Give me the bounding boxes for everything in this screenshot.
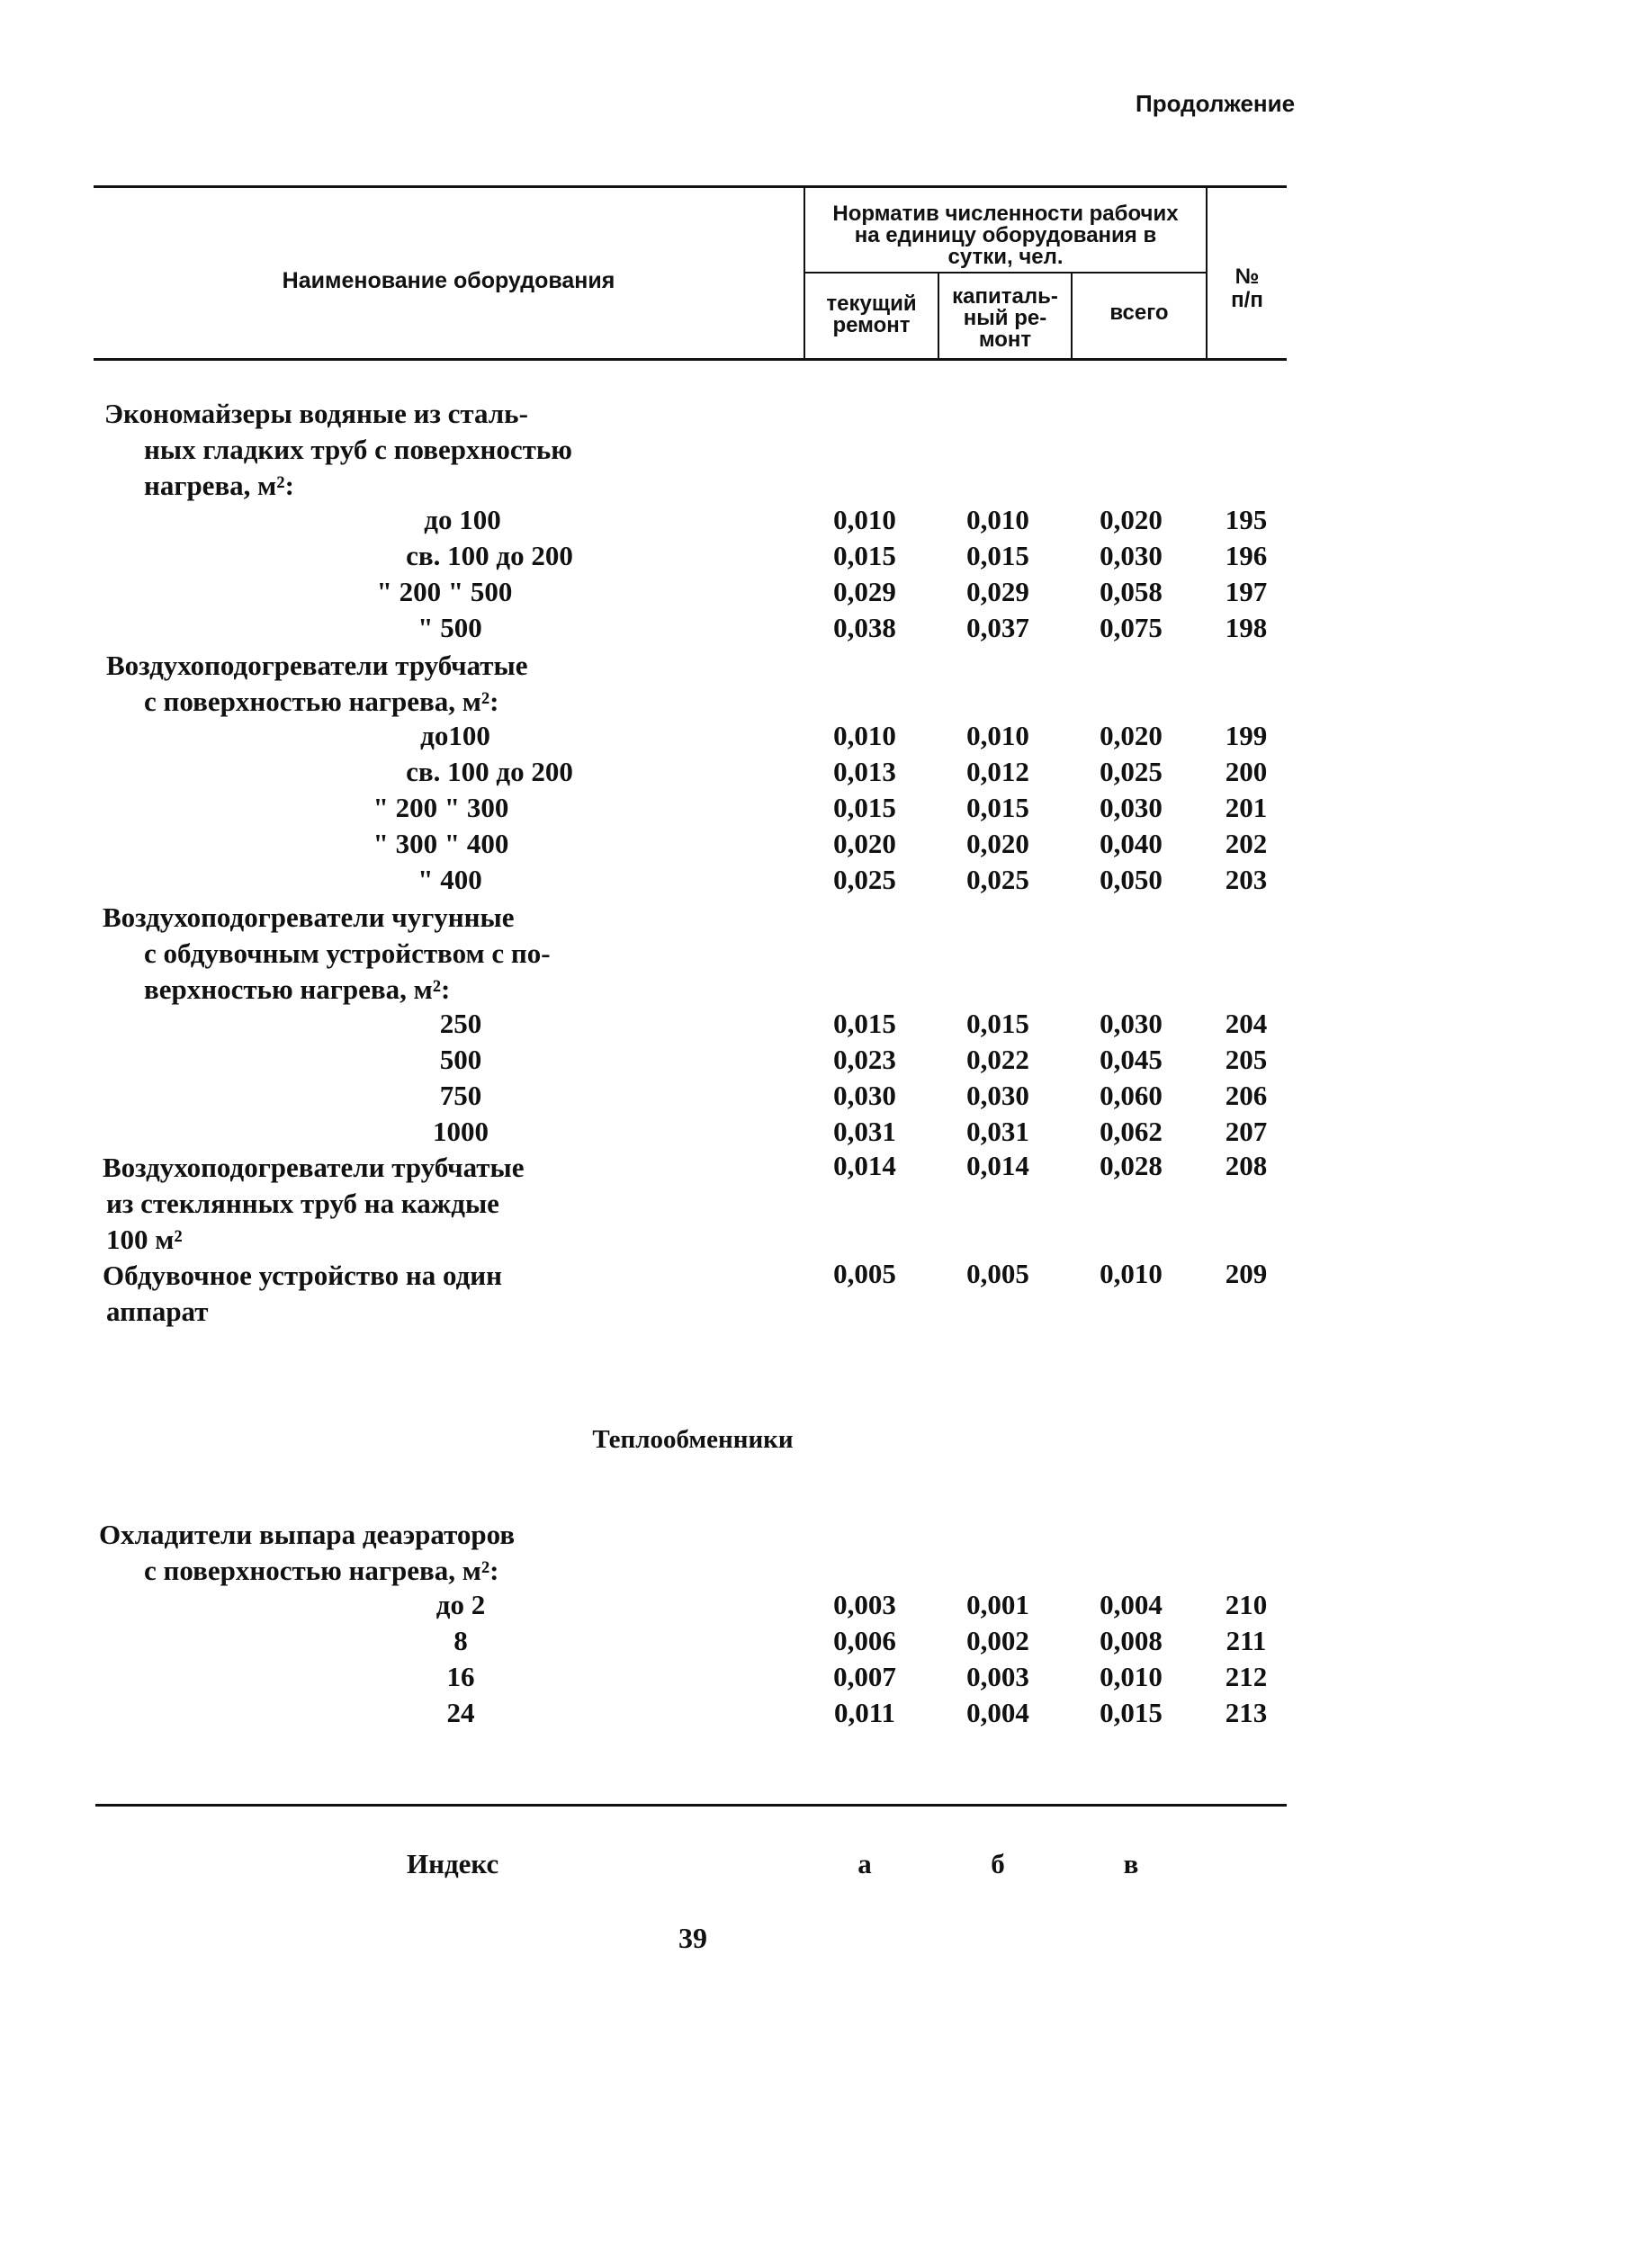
row-label: до 2 xyxy=(435,1589,486,1620)
cell-number: 201 xyxy=(1225,792,1268,823)
cell-capital-repair: 0,005 xyxy=(966,1258,1029,1289)
group-title: нагрева, м²: xyxy=(144,470,294,501)
cell-current-repair: 0,006 xyxy=(833,1625,896,1656)
cell-capital-repair: 0,003 xyxy=(966,1661,1029,1692)
cell-number: 211 xyxy=(1226,1625,1267,1656)
cell-capital-repair: 0,020 xyxy=(966,828,1029,859)
cell-capital-repair: 0,014 xyxy=(966,1150,1029,1181)
row-label: 24 xyxy=(446,1697,475,1728)
group-title: Воздухоподогреватели трубчатые xyxy=(106,650,528,681)
cell-capital-repair: 0,002 xyxy=(966,1625,1029,1656)
cell-number: 208 xyxy=(1225,1150,1268,1181)
cell-total: 0,004 xyxy=(1100,1589,1163,1620)
cell-capital-repair: 0,031 xyxy=(966,1116,1029,1147)
cell-number: 197 xyxy=(1225,576,1268,607)
cell-capital-repair: 0,015 xyxy=(966,540,1029,571)
cell-current-repair: 0,010 xyxy=(833,720,896,751)
cell-number: 212 xyxy=(1225,1661,1268,1692)
group-title: Экономайзеры водяные из сталь- xyxy=(104,398,528,429)
continuation-label: Продолжение xyxy=(1136,90,1296,117)
group-title: Воздухоподогреватели трубчатые xyxy=(103,1152,525,1183)
group-title: Охладители выпара деаэраторов xyxy=(99,1519,516,1550)
row-label: 750 xyxy=(439,1080,482,1111)
group-title: 100 м² xyxy=(106,1224,183,1255)
cell-total: 0,060 xyxy=(1100,1080,1163,1111)
group-title: Обдувочное устройство на один xyxy=(103,1260,503,1291)
cell-current-repair: 0,014 xyxy=(833,1150,896,1181)
cell-total: 0,050 xyxy=(1100,864,1163,895)
cell-total: 0,025 xyxy=(1100,756,1163,787)
header-capital-repair-1: капиталь- xyxy=(952,284,1058,309)
table-bottom-rule xyxy=(95,1804,1287,1807)
group-title: ных гладких труб с поверхностью xyxy=(144,434,572,465)
cell-number: 199 xyxy=(1225,720,1268,751)
header-current-repair-2: ремонт xyxy=(832,313,911,337)
row-label: 250 xyxy=(439,1008,482,1039)
header-current-repair-1: текущий xyxy=(826,291,917,316)
cell-current-repair: 0,038 xyxy=(833,612,896,643)
cell-current-repair: 0,015 xyxy=(833,540,896,571)
cell-current-repair: 0,005 xyxy=(833,1258,896,1289)
table-top-rule xyxy=(94,185,1287,188)
cell-capital-repair: 0,015 xyxy=(966,1008,1029,1039)
cell-number: 203 xyxy=(1225,864,1268,895)
group-title: аппарат xyxy=(106,1296,209,1327)
cell-current-repair: 0,013 xyxy=(833,756,896,787)
header-number-pp: п/п xyxy=(1231,288,1263,312)
row-label: " 200 " 500 xyxy=(376,576,513,607)
cell-total: 0,020 xyxy=(1100,504,1163,535)
cell-number: 209 xyxy=(1225,1258,1268,1289)
row-label: " 500 xyxy=(417,612,482,643)
group-title: с обдувочным устройством с по- xyxy=(144,937,551,969)
cell-total: 0,010 xyxy=(1100,1661,1163,1692)
header-equipment-name: Наименование оборудования xyxy=(282,268,615,293)
cell-number: 196 xyxy=(1225,540,1268,571)
cell-capital-repair: 0,012 xyxy=(966,756,1029,787)
cell-total: 0,030 xyxy=(1100,540,1163,571)
header-group-rule xyxy=(804,272,1207,274)
cell-current-repair: 0,015 xyxy=(833,1008,896,1039)
cell-total: 0,030 xyxy=(1100,1008,1163,1039)
row-label: " 300 " 400 xyxy=(373,828,509,859)
cell-total: 0,030 xyxy=(1100,792,1163,823)
header-norm-line-3: сутки, чел. xyxy=(947,245,1064,269)
cell-total: 0,015 xyxy=(1100,1697,1163,1728)
cell-current-repair: 0,010 xyxy=(833,504,896,535)
row-label: 16 xyxy=(446,1661,475,1692)
row-label: " 200 " 300 xyxy=(373,792,509,823)
header-norm-line-1: Норматив численности рабочих xyxy=(832,202,1179,226)
cell-number: 210 xyxy=(1225,1589,1268,1620)
cell-number: 204 xyxy=(1225,1008,1268,1039)
page-number: 39 xyxy=(678,1922,707,1954)
row-label: 500 xyxy=(439,1044,482,1075)
cell-current-repair: 0,015 xyxy=(833,792,896,823)
header-total: всего xyxy=(1109,300,1169,325)
header-capital-repair-3: монт xyxy=(978,327,1032,352)
section-title: Теплообменники xyxy=(592,1425,794,1454)
cell-number: 200 xyxy=(1225,756,1268,787)
row-label: " 400 xyxy=(417,864,482,895)
cell-total: 0,040 xyxy=(1100,828,1163,859)
row-label: св. 100 до 200 xyxy=(406,756,573,787)
cell-current-repair: 0,023 xyxy=(833,1044,896,1075)
cell-capital-repair: 0,010 xyxy=(966,504,1029,535)
cell-capital-repair: 0,001 xyxy=(966,1589,1029,1620)
cell-capital-repair: 0,004 xyxy=(966,1697,1029,1728)
header-norm-line-2: на единицу оборудования в xyxy=(854,223,1157,247)
cell-number: 213 xyxy=(1225,1697,1268,1728)
cell-total: 0,010 xyxy=(1100,1258,1163,1289)
cell-total: 0,075 xyxy=(1100,612,1163,643)
cell-number: 207 xyxy=(1225,1116,1268,1147)
cell-current-repair: 0,025 xyxy=(833,864,896,895)
row-label: 1000 xyxy=(433,1116,489,1147)
cell-capital-repair: 0,037 xyxy=(966,612,1029,643)
group-title: из стеклянных труб на каждые xyxy=(106,1188,499,1219)
cell-capital-repair: 0,030 xyxy=(966,1080,1029,1111)
row-label: до100 xyxy=(420,720,490,751)
cell-current-repair: 0,020 xyxy=(833,828,896,859)
cell-current-repair: 0,029 xyxy=(833,576,896,607)
row-label: 8 xyxy=(453,1625,468,1656)
cell-current-repair: 0,011 xyxy=(833,1697,896,1728)
index-value-b: б xyxy=(991,1848,1005,1879)
index-label: Индекс xyxy=(407,1848,499,1879)
cell-total: 0,062 xyxy=(1100,1116,1163,1147)
header-capital-repair-2: ный ре- xyxy=(963,306,1047,330)
cell-capital-repair: 0,022 xyxy=(966,1044,1029,1075)
cell-current-repair: 0,003 xyxy=(833,1589,896,1620)
cell-number: 206 xyxy=(1225,1080,1268,1111)
cell-total: 0,008 xyxy=(1100,1625,1163,1656)
cell-number: 202 xyxy=(1225,828,1268,859)
cell-current-repair: 0,007 xyxy=(833,1661,896,1692)
cell-number: 205 xyxy=(1225,1044,1268,1075)
cell-total: 0,058 xyxy=(1100,576,1163,607)
cell-current-repair: 0,030 xyxy=(833,1080,896,1111)
cell-total: 0,045 xyxy=(1100,1044,1163,1075)
header-number-symbol: № xyxy=(1235,265,1260,289)
cell-number: 198 xyxy=(1225,612,1268,643)
cell-number: 195 xyxy=(1225,504,1268,535)
index-value-a: а xyxy=(857,1848,872,1879)
table-header-bottom-rule xyxy=(94,358,1287,361)
cell-total: 0,028 xyxy=(1100,1150,1163,1181)
group-title: верхностью нагрева, м²: xyxy=(144,973,451,1005)
group-title: с поверхностью нагрева, м²: xyxy=(144,686,499,717)
group-title: Воздухоподогреватели чугунные xyxy=(103,901,515,933)
group-title: с поверхностью нагрева, м²: xyxy=(144,1555,499,1586)
index-value-c: в xyxy=(1123,1848,1139,1879)
cell-capital-repair: 0,015 xyxy=(966,792,1029,823)
row-label: до 100 xyxy=(424,504,501,535)
cell-total: 0,020 xyxy=(1100,720,1163,751)
cell-current-repair: 0,031 xyxy=(833,1116,896,1147)
cell-capital-repair: 0,025 xyxy=(966,864,1029,895)
row-label: св. 100 до 200 xyxy=(406,540,573,571)
cell-capital-repair: 0,029 xyxy=(966,576,1029,607)
cell-capital-repair: 0,010 xyxy=(966,720,1029,751)
